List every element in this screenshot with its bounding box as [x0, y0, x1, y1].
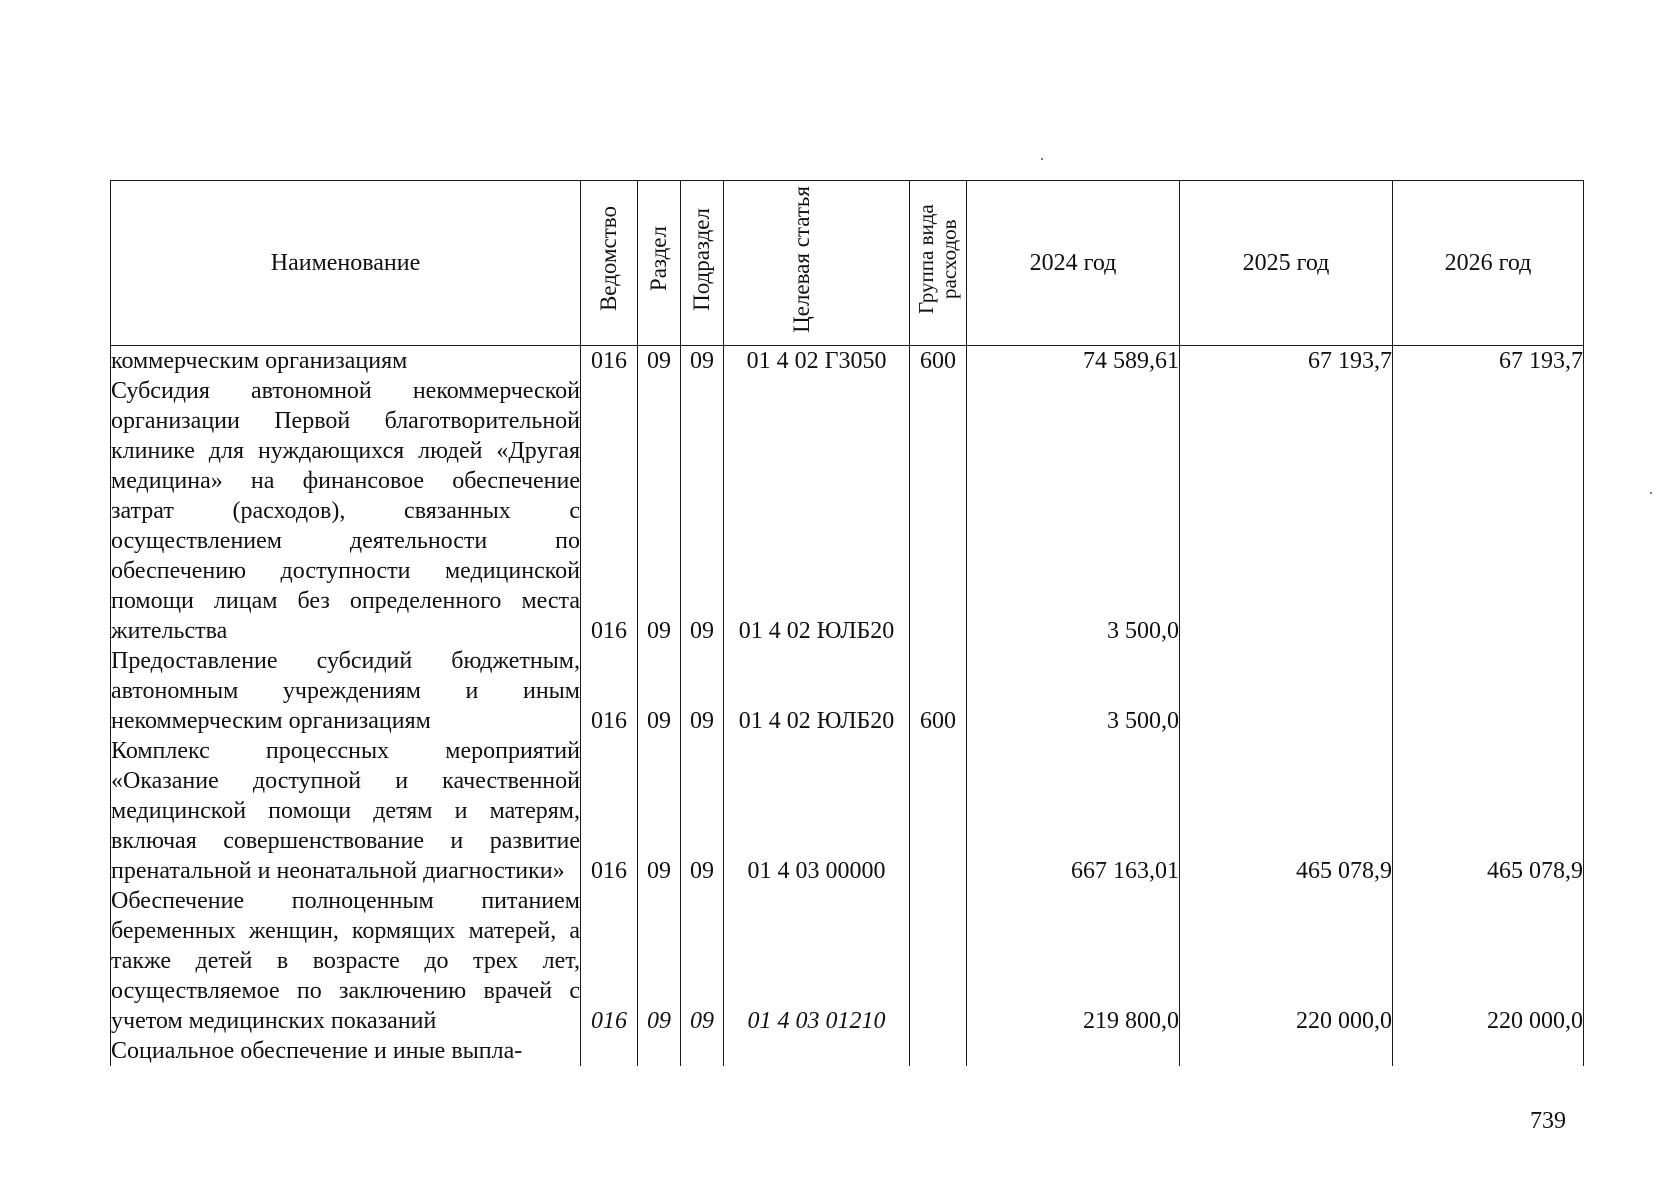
header-2025: 2025 год	[1180, 181, 1393, 346]
row-section: 09	[638, 376, 681, 646]
header-2024: 2024 год	[967, 181, 1180, 346]
table-row	[111, 886, 1584, 1036]
scan-speck	[1041, 158, 1043, 160]
row-2025: 465 078,9	[1180, 736, 1393, 886]
header-target-item: Целевая статья	[724, 181, 910, 346]
row-2025: 67 193,7	[1180, 346, 1393, 377]
table-row	[111, 736, 1584, 886]
row-department	[581, 1036, 638, 1066]
row-2026	[1393, 646, 1584, 736]
table-row	[111, 376, 1584, 646]
row-subsection: 09	[681, 646, 724, 736]
row-name: коммерческим организациям	[111, 346, 581, 377]
row-target-item: 01 4 03 00000	[724, 736, 910, 886]
row-section: 09	[638, 346, 681, 377]
header-expense-group: Группа вида расходов	[910, 181, 967, 346]
row-target-item: 01 4 02 Г3050	[724, 346, 910, 377]
budget-table	[110, 180, 1584, 1066]
header-2026: 2026 год	[1393, 181, 1584, 346]
row-subsection: 09	[681, 736, 724, 886]
row-2025: 220 000,0	[1180, 886, 1393, 1036]
row-2024: 74 589,61	[967, 346, 1180, 377]
row-subsection: 09	[681, 346, 724, 377]
row-2025	[1180, 1036, 1393, 1066]
row-department: 016	[581, 736, 638, 886]
row-section	[638, 1036, 681, 1066]
row-section: 09	[638, 646, 681, 736]
row-expense-group	[910, 886, 967, 1036]
header-section: Раздел	[638, 181, 681, 346]
row-section: 09	[638, 886, 681, 1036]
row-name: Субсидия автономной некоммерческой организации Первой благотворительной клинике для нуждающихся людей «Другая медицина» на финансовое обеспечение затрат (расходов), связанных с осуществлением деятельности по обеспечению доступности медицинской помощи лицам без определенного места жительства	[111, 378, 580, 644]
row-target-item: 01 4 02 ЮЛБ20	[724, 376, 910, 646]
row-department: 016	[581, 646, 638, 736]
row-expense-group: 600	[910, 346, 967, 377]
row-2026: 465 078,9	[1393, 736, 1584, 886]
table-row	[111, 1036, 1584, 1066]
row-name: Предоставление субсидий бюджетным, автономным учреждениям и иным некоммерческим организациям	[111, 648, 580, 734]
header-name: Наименование	[111, 181, 581, 346]
row-target-item: 01 4 03 01210	[724, 886, 910, 1036]
row-2026	[1393, 1036, 1584, 1066]
row-name: Обеспечение полноценным питанием беременных женщин, кормящих матерей, а также детей в возрасте до трех лет, осуществляемое по заключению врачей с учетом медицинских показаний	[111, 888, 580, 1034]
scan-speck	[1650, 492, 1652, 494]
header-department: Ведомство	[581, 181, 638, 346]
row-2026: 220 000,0	[1393, 886, 1584, 1036]
row-expense-group	[910, 376, 967, 646]
row-section: 09	[638, 736, 681, 886]
row-2024: 3 500,0	[967, 646, 1180, 736]
row-expense-group	[910, 1036, 967, 1066]
header-subsection: Подраздел	[681, 181, 724, 346]
row-2024: 219 800,0	[967, 886, 1180, 1036]
row-department: 016	[581, 346, 638, 377]
row-target-item: 01 4 02 ЮЛБ20	[724, 646, 910, 736]
row-2025	[1180, 376, 1393, 646]
table-row	[111, 646, 1584, 736]
row-department: 016	[581, 376, 638, 646]
row-name: Социальное обеспечение и иные выпла-	[111, 1036, 581, 1066]
row-2024: 667 163,01	[967, 736, 1180, 886]
row-subsection: 09	[681, 376, 724, 646]
row-2024	[967, 1036, 1180, 1066]
page-number: 739	[1530, 1108, 1566, 1134]
row-2024: 3 500,0	[967, 376, 1180, 646]
row-target-item	[724, 1036, 910, 1066]
row-2026	[1393, 376, 1584, 646]
row-expense-group	[910, 736, 967, 886]
row-expense-group: 600	[910, 646, 967, 736]
table-header-row	[111, 181, 1584, 346]
row-department: 016	[581, 886, 638, 1036]
row-subsection: 09	[681, 886, 724, 1036]
row-2026: 67 193,7	[1393, 346, 1584, 377]
table-row	[111, 346, 1584, 377]
row-subsection	[681, 1036, 724, 1066]
row-2025	[1180, 646, 1393, 736]
row-name: Комплекс процессных мероприятий «Оказание доступной и качественной медицинской помощи детям и матерям, включая совершенствование и развитие пренатальной и неонатальной диагностики»	[111, 738, 580, 884]
